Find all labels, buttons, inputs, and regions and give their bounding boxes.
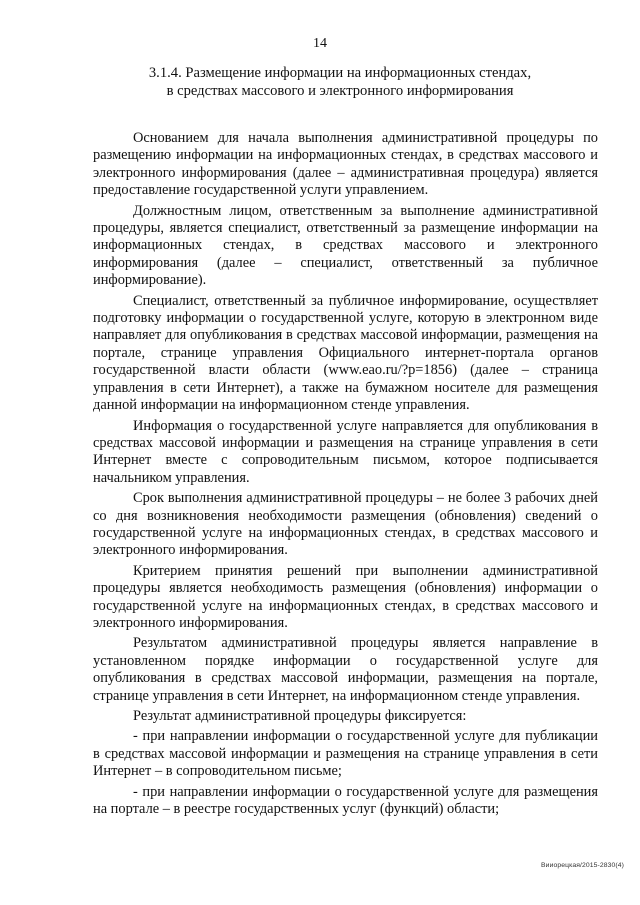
section-heading-line-2: в средствах массового и электронного информирования <box>166 83 514 99</box>
list-item: - при направлении информации о государственной услуге для публикации в средствах массовой информации и размещения на странице управления в сети Интернет – в сопроводительном письме; <box>93 728 598 780</box>
section-heading <box>130 64 550 100</box>
paragraph: Результатом административной процедуры является направление в установленном порядке информации о государственной услуге для опубликования в средствах массовой информации, размещения на портале, странице управления в сети Интернет, на информационном стенде управления. <box>93 635 598 704</box>
list-item: - при направлении информации о государственной услуге для размещения на портале – в реестре государственных услуг (функций) области; <box>93 783 598 818</box>
document-footer-code: Вииорецкая/2015-2830(4) <box>541 862 624 869</box>
body-text <box>93 130 598 818</box>
paragraph: Срок выполнения административной процедуры – не более 3 рабочих дней со дня возникновения необходимости размещения (обновления) сведений о государственной услуге на информационных стендах, в средствах массового и электронного информирования. <box>93 490 598 559</box>
paragraph: Должностным лицом, ответственным за выполнение административной процедуры, является специалист, ответственный за размещение информации на информационных стендах, в средствах массового и электронного информирования (далее – специалист, ответственный за публичное информирование). <box>93 202 598 289</box>
paragraph: Специалист, ответственный за публичное информирование, осуществляет подготовку информации о государственной услуге, которую в электронном виде направляет для опубликования в средствах массовой информации, размещения на портале, странице управления Официального интернет-портала органов государственной власти области (www.eao.ru/?p=1856) (далее – страница управления в сети Интернет), а также на бумажном носителе для размещения данной информации на информационном стенде управления. <box>93 292 598 414</box>
paragraph: Критерием принятия решений при выполнении административной процедуры является необходимость размещения (обновления) информации о государственной услуге на информационных стендах, в средствах массового и электронного информирования. <box>93 562 598 631</box>
paragraph: Результат административной процедуры фиксируется: <box>133 708 467 724</box>
paragraph: Основанием для начала выполнения административной процедуры по размещению информации на информационных стендах, в средствах массового и электронного информирования (далее – административная процедура) является предоставление государственной услуги управлением. <box>93 130 598 199</box>
section-heading-line-1: 3.1.4. Размещение информации на информационных стендах, <box>148 65 532 81</box>
page-number: 14 <box>313 36 327 51</box>
paragraph: Информация о государственной услуге направляется для опубликования в средствах массовой информации и размещения на странице управления в сети Интернет вместе с сопроводительным письмом, которое подписывается начальником управления. <box>93 417 598 486</box>
